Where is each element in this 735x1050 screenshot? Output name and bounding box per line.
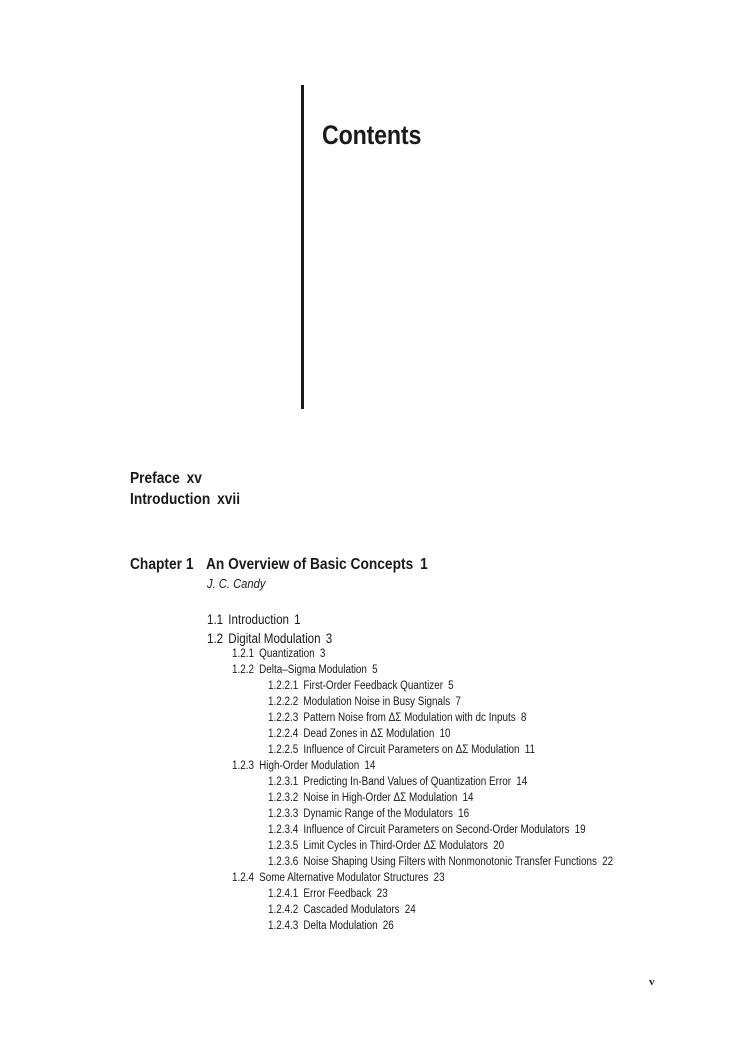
entry-number: 1.2 — [207, 631, 224, 646]
entry-page: 23 — [433, 872, 445, 884]
entry-title: Pattern Noise from ΔΣ Modulation with dc Inputs — [303, 712, 516, 724]
chapter-title[interactable] — [206, 556, 464, 574]
entry-page: 7 — [455, 696, 461, 708]
entry-page: 14 — [364, 760, 376, 772]
entry-title: Influence of Circuit Parameters on Second-Order Modulators — [303, 824, 570, 836]
toc-entry[interactable] — [268, 744, 578, 756]
entry-number: 1.2.2.2 — [268, 696, 299, 708]
page-title: Contents — [322, 120, 422, 150]
entry-page: 14 — [462, 792, 474, 804]
toc-entry[interactable] — [268, 696, 492, 708]
toc-entry[interactable] — [232, 664, 401, 676]
entry-page: 14 — [516, 776, 528, 788]
entry-page: xvii — [217, 491, 241, 508]
toc-entry[interactable] — [268, 856, 669, 868]
toc-entry[interactable] — [232, 648, 341, 660]
entry-number: 1.2.3.3 — [268, 808, 299, 820]
entry-number: 1.2.4.3 — [268, 920, 299, 932]
entry-title: Delta Modulation — [303, 920, 378, 932]
entry-number: 1.2.4 — [232, 872, 254, 884]
entry-title: Dead Zones in ΔΣ Modulation — [303, 728, 435, 740]
chapter-label: Chapter 1 — [130, 556, 194, 573]
toc-entry[interactable] — [268, 824, 637, 836]
entry-title: Preface — [130, 470, 180, 487]
toc-entry[interactable] — [268, 712, 568, 724]
entry-page: 3 — [319, 648, 326, 660]
entry-title: Error Feedback — [303, 888, 372, 900]
entry-page: 11 — [524, 744, 535, 756]
entry-number: 1.2.3.5 — [268, 840, 299, 852]
toc-entry[interactable] — [232, 872, 479, 884]
entry-title: First-Order Feedback Quantizer — [303, 680, 444, 692]
entry-title: Digital Modulation — [228, 631, 321, 646]
toc-entry[interactable] — [268, 904, 440, 916]
entry-page: 24 — [404, 904, 416, 916]
entry-title: Limit Cycles in Third-Order ΔΣ Modulators — [303, 840, 488, 852]
toc-entry[interactable] — [268, 888, 407, 900]
entry-page: 10 — [439, 728, 451, 740]
entry-page: 3 — [325, 631, 333, 646]
entry-page: 19 — [574, 824, 586, 836]
entry-page: 1 — [294, 612, 301, 627]
chapter-page: 1 — [420, 556, 428, 573]
toc-entry[interactable] — [268, 840, 543, 852]
toc-entry[interactable] — [268, 792, 507, 804]
entry-title: Cascaded Modulators — [303, 904, 400, 916]
entry-page: 16 — [458, 808, 470, 820]
toc-entry[interactable] — [268, 680, 484, 692]
entry-title: Delta–Sigma Modulation — [259, 664, 367, 676]
entry-number: 1.2.4.2 — [268, 904, 299, 916]
entry-number: 1.2.1 — [232, 648, 254, 660]
entry-number: 1.2.2.3 — [268, 712, 299, 724]
entry-number: 1.1 — [207, 612, 224, 627]
entry-number: 1.2.3.1 — [268, 776, 299, 788]
entry-page: xv — [186, 470, 202, 487]
toc-entry[interactable] — [268, 808, 502, 820]
entry-title: Predicting In-Band Values of Quantization Error — [303, 776, 512, 788]
toc-entry[interactable] — [268, 728, 480, 740]
entry-title: Influence of Circuit Parameters on ΔΣ Modulation — [303, 744, 520, 756]
entry-page: 8 — [520, 712, 527, 724]
chapter-author: J. C. Candy — [207, 576, 266, 591]
entry-number: 1.2.2.1 — [268, 680, 299, 692]
entry-page: 5 — [448, 680, 454, 692]
entry-page: 26 — [382, 920, 394, 932]
entry-title: Modulation Noise in Busy Signals — [303, 696, 451, 708]
entry-number: 1.2.4.1 — [268, 888, 299, 900]
entry-title: Introduction — [228, 612, 289, 627]
entry-title: Quantization — [259, 648, 315, 660]
entry-page: 5 — [372, 664, 378, 676]
vertical-rule — [301, 85, 304, 409]
toc-entry[interactable] — [268, 920, 414, 932]
entry-number: 1.2.2.5 — [268, 744, 299, 756]
toc-entry[interactable] — [268, 776, 569, 788]
chapter-title-text: An Overview of Basic Concepts — [206, 556, 414, 573]
entry-title: Dynamic Range of the Modulators — [303, 808, 453, 820]
entry-title: Introduction — [130, 491, 211, 508]
toc-entry-introduction[interactable] — [130, 491, 258, 509]
entry-title: Noise Shaping Using Filters with Nonmonotonic Transfer Functions — [303, 856, 597, 868]
entry-number: 1.2.3.2 — [268, 792, 299, 804]
entry-title: Noise in High-Order ΔΣ Modulation — [303, 792, 458, 804]
entry-title: Some Alternative Modulator Structures — [259, 872, 429, 884]
entry-title: High-Order Modulation — [259, 760, 360, 772]
entry-number: 1.2.2 — [232, 664, 254, 676]
toc-entry[interactable] — [232, 760, 399, 772]
entry-number: 1.2.2.4 — [268, 728, 299, 740]
entry-page: 23 — [376, 888, 388, 900]
entry-page: 20 — [493, 840, 505, 852]
entry-number: 1.2.3.4 — [268, 824, 299, 836]
entry-number: 1.2.3.6 — [268, 856, 299, 868]
entry-page: 22 — [602, 856, 614, 868]
entry-number: 1.2.3 — [232, 760, 254, 772]
toc-entry[interactable] — [207, 631, 353, 646]
page-number: v — [649, 976, 655, 988]
toc-entry[interactable] — [207, 612, 316, 627]
toc-entry-preface[interactable] — [130, 470, 214, 488]
